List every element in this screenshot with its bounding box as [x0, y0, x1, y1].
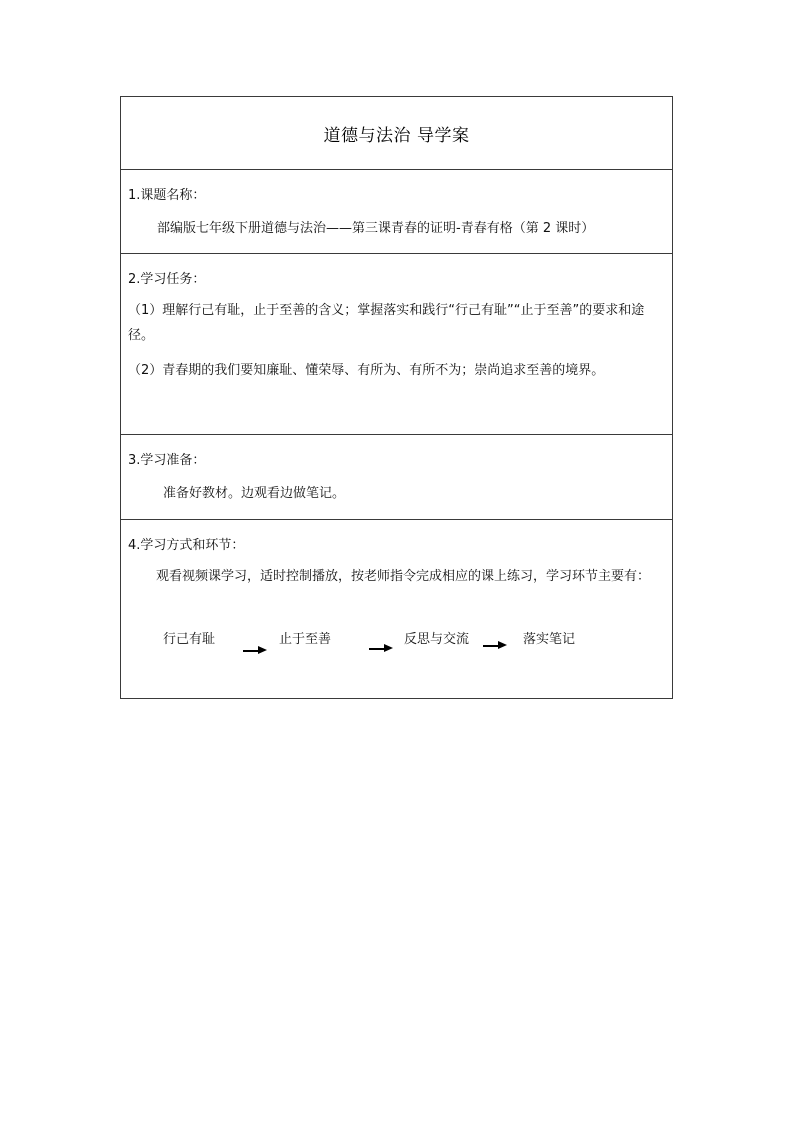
section-lesson-name [121, 170, 672, 254]
task-item-2: （2）青春期的我们要知廉耻、懂荣辱、有所为、有所不为；崇尚追求至善的境界。 [128, 363, 605, 378]
method-text: 观看视频课学习，适时控制播放，按老师指令完成相应的课上练习，学习环节主要有： [156, 569, 651, 584]
preparation-text: 准备好教材。边观看边做笔记。 [163, 486, 346, 501]
flow-step-1: 行己有耻 [163, 632, 216, 647]
flow-step-3: 反思与交流 [404, 632, 470, 647]
study-guide-table [120, 96, 673, 699]
lesson-name-text: 部编版七年级下册道德与法治——第三课青春的证明-青春有格（第 2 课时） [157, 221, 595, 236]
arrow-right-icon [369, 644, 393, 653]
arrow-right-icon [243, 646, 267, 655]
flow-step-2: 止于至善 [279, 632, 332, 647]
section-label: 2.学习任务： [128, 272, 206, 287]
section-learning-tasks [121, 254, 672, 435]
task-item-1: （1）理解行己有耻，止于至善的含义；掌握落实和践行“行己有耻”“止于至善”的要求和途径。 [128, 303, 645, 343]
section-label: 1.课题名称： [128, 188, 206, 203]
section-preparation [121, 435, 672, 520]
arrow-right-icon [483, 641, 507, 650]
section-method-and-steps [121, 520, 672, 699]
document-title: 道德与法治 导学案 [323, 126, 470, 146]
title-row [121, 97, 672, 170]
section-label: 4.学习方式和环节： [128, 538, 245, 553]
section-label: 3.学习准备： [128, 453, 206, 468]
flow-step-4: 落实笔记 [523, 632, 576, 647]
